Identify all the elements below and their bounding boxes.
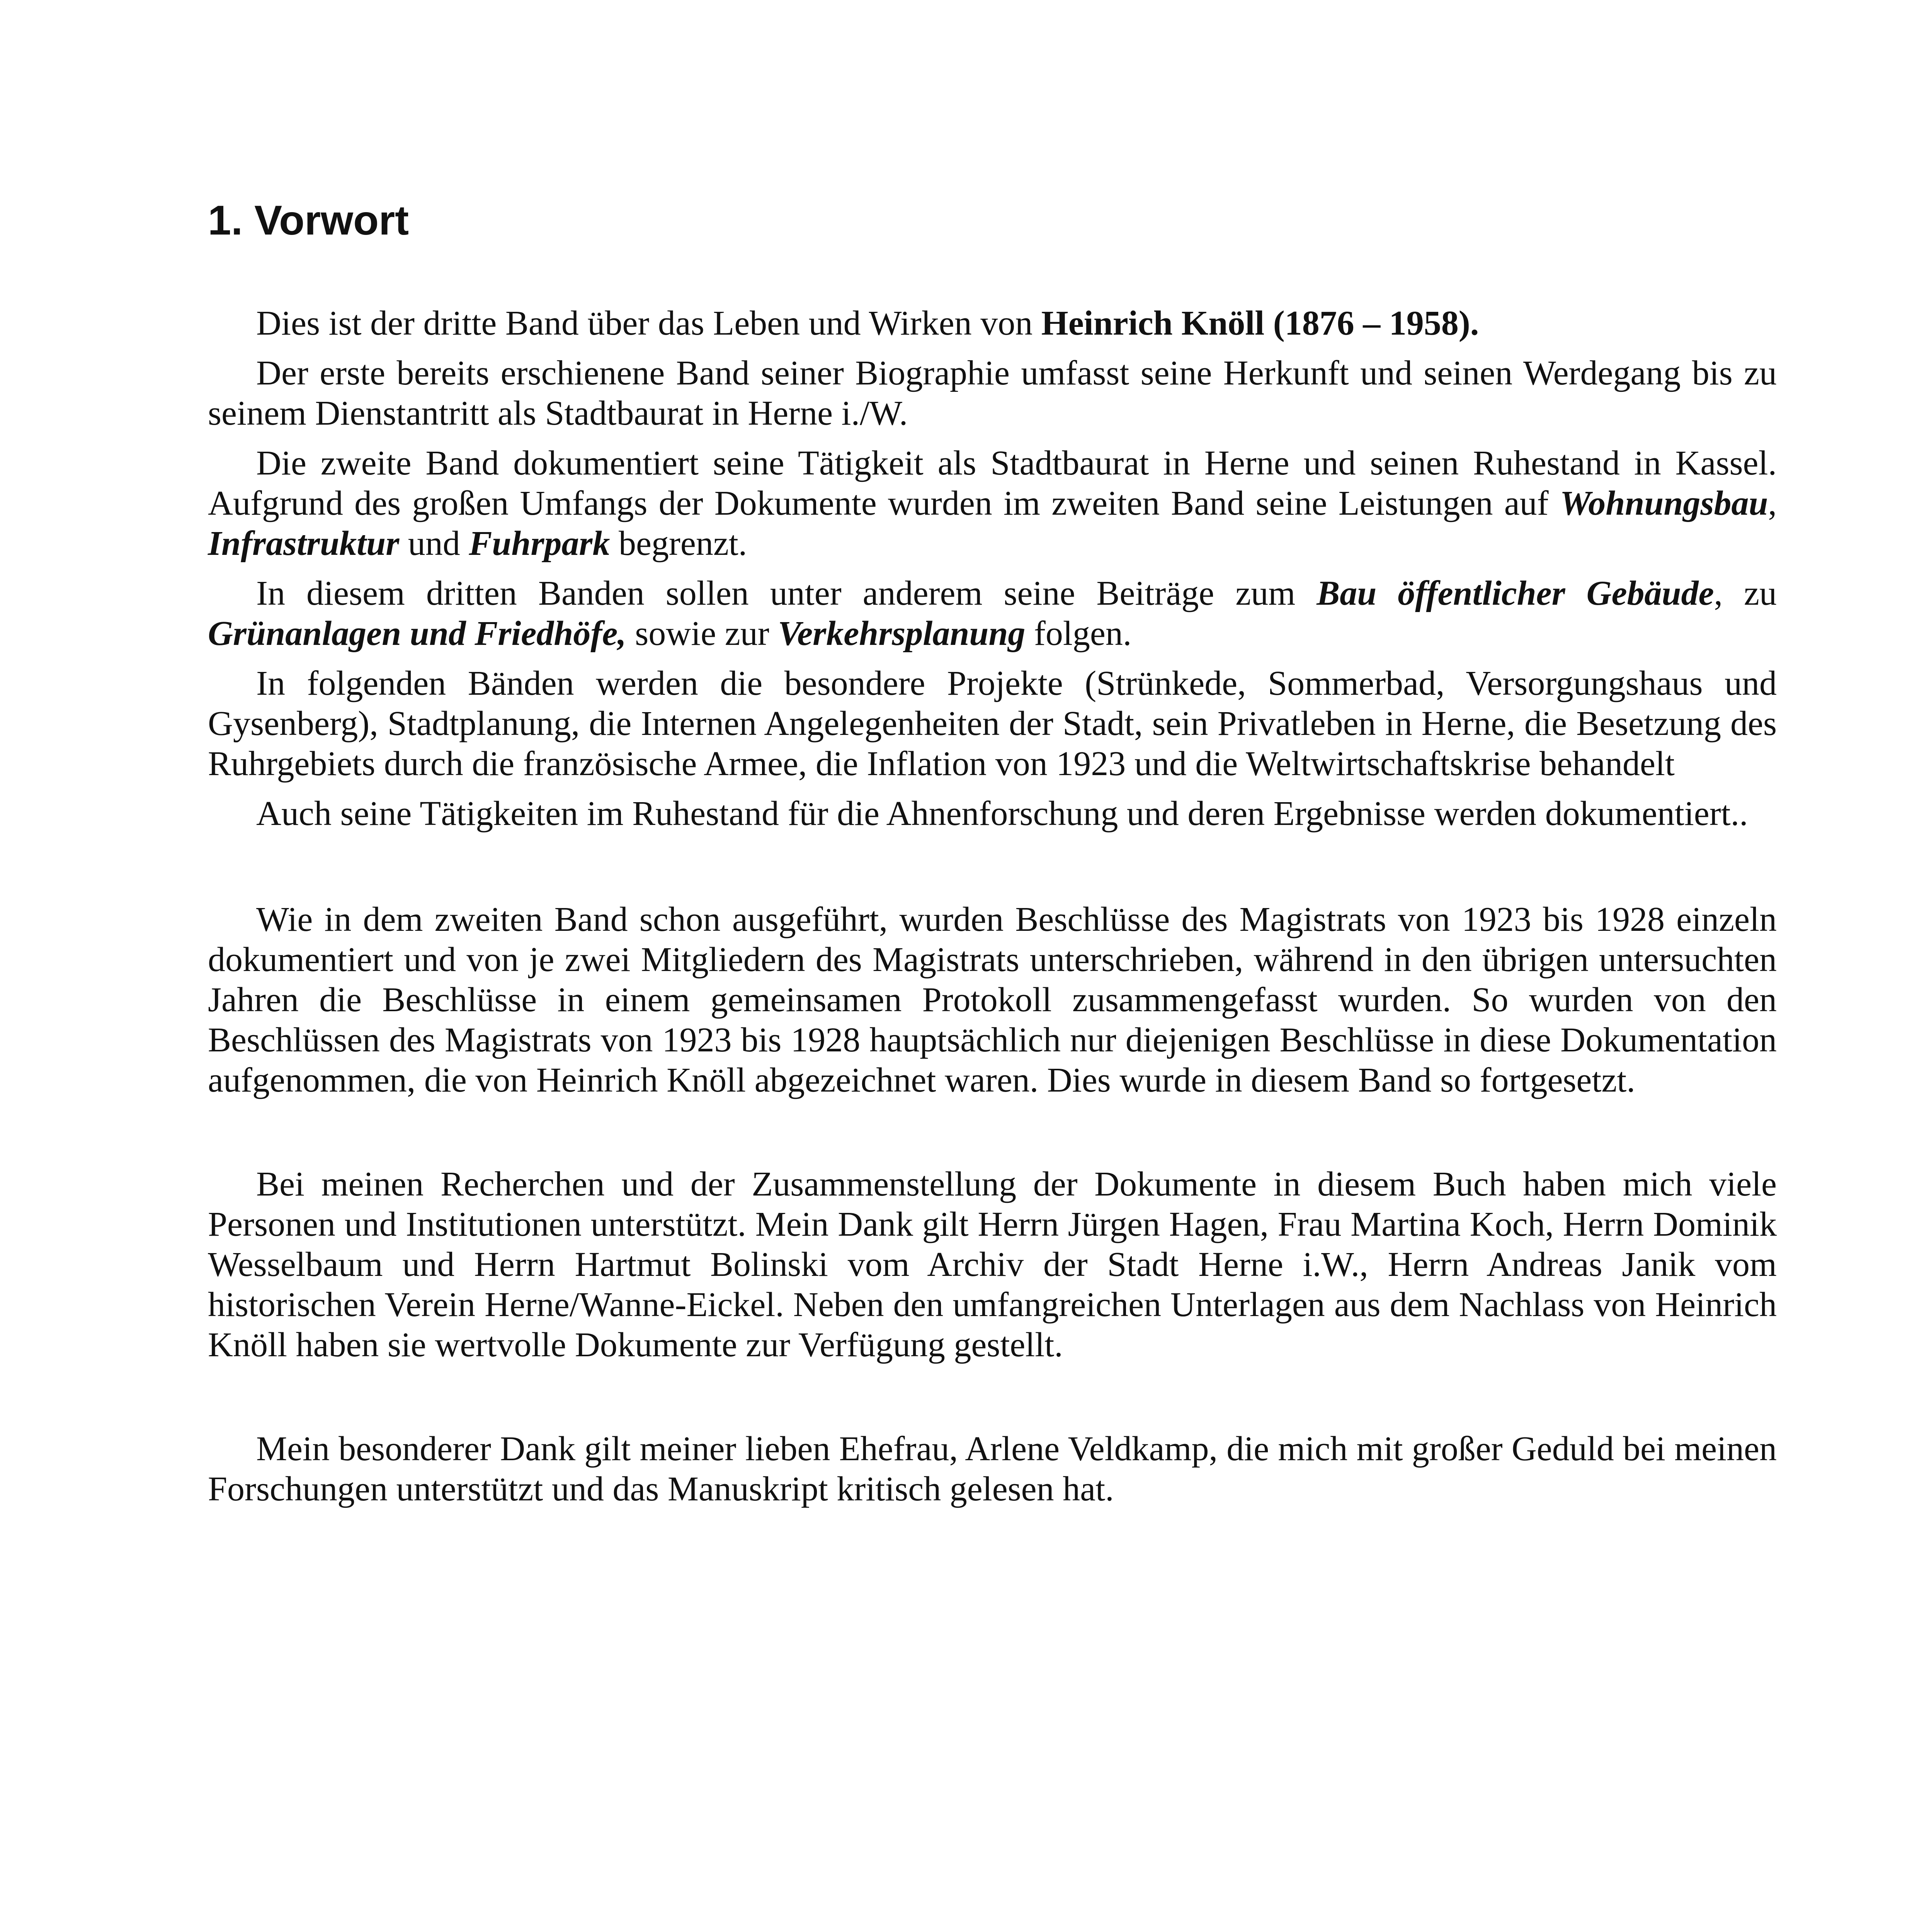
emphasis-traffic-planning: Verkehrsplanung: [778, 614, 1026, 653]
paragraph-first-volume: Der erste bereits erschienene Band seiner Biographie umfasst seine Herkunft und seinen Werdegang bis zu seinem Dienstantritt als Stadtbaurat in Herne i./W.: [208, 354, 1777, 432]
section-heading: 1. Vorwort: [208, 197, 409, 243]
closing-text: begrenzt.: [610, 524, 747, 563]
subject-name-bold: Heinrich Knöll (1876 – 1958).: [1041, 304, 1479, 342]
separator-text: und: [399, 524, 469, 563]
emphasis-public-buildings: Bau öffentlicher Gebäude: [1317, 574, 1714, 612]
separator-text: sowie zur: [626, 614, 778, 653]
separator-text: , zu: [1714, 574, 1777, 612]
paragraph-third-volume: [208, 573, 1777, 654]
emphasis-wohnungsbau: Wohnungsbau: [1560, 484, 1768, 522]
emphasis-fuhrpark: Fuhrpark: [469, 524, 610, 563]
third-volume-text: In diesem dritten Banden sollen unter anderem seine Beiträge zum: [256, 574, 1317, 612]
paragraph-acknowledgements: Bei meinen Recherchen und der Zusammenstellung der Dokumente in diesem Buch haben mich viele Personen und Institutionen unterstützt. Mein Dank gilt Herrn Jürgen Hagen, Frau Martina Koch, Herrn Dominik Wesselbaum und Herrn Hartmut Bolinski vom Archiv der Stadt Herne i.W., Herrn Andreas Janik vom historischen Verein Herne/Wanne-Eickel. Neben den umfangreichen Unterlagen aus dem Nachlass von Heinrich Knöll haben sie wertvolle Dokumente zur Verfügung gestellt.: [208, 1165, 1777, 1364]
emphasis-green-spaces: Grünanlagen und Friedhöfe,: [208, 614, 626, 653]
paragraph-following-volumes: In folgenden Bänden werden die besondere Projekte (Strünkede, Sommerbad, Versorgungshaus und Gysenberg), Stadtplanung, die Internen Angelegenheiten der Stadt, sein Privatleben in Herne, die Besetzung des Ruhrgebiets durch die französische Armee, die Inflation von 1923 und die Weltwirtschaftskrise behandelt: [208, 664, 1777, 783]
paragraph-intro: [208, 303, 1777, 344]
paragraph-retirement: Auch seine Tätigkeiten im Ruhestand für die Ahnenforschung und deren Ergebnisse werden dokumentiert..: [256, 794, 1748, 833]
emphasis-infrastruktur: Infrastruktur: [208, 524, 400, 563]
intro-text: Dies ist der dritte Band über das Leben und Wirken von: [256, 304, 1041, 342]
paragraph-spouse-thanks: Mein besonderer Dank gilt meiner lieben Ehefrau, Arlene Veldkamp, die mich mit großer Geduld bei meinen Forschungen unterstützt und das Manuskript kritisch gelesen hat.: [208, 1430, 1777, 1508]
separator-text: ,: [1768, 484, 1777, 522]
foreword-body: [208, 303, 1777, 1519]
second-volume-text: Die zweite Band dokumentiert seine Tätigkeit als Stadtbaurat in Herne und seinen Ruhestand in Kassel. Aufgrund des großen Umfangs der Dokumente wurden im zweiten Band seine Leistungen auf: [208, 444, 1777, 522]
paragraph-second-volume: [208, 443, 1777, 564]
paragraph-magistrate-decisions: Wie in dem zweiten Band schon ausgeführt, wurden Beschlüsse des Magistrats von 1923 bis 1928 einzeln dokumentiert und von je zwei Mitgliedern des Magistrats unterschrieben, während in den übrigen untersuchten Jahren die Beschlüsse in einem gemeinsamen Protokoll zusammengefasst wurden. So wurden von den Beschlüssen des Magistrats von 1923 bis 1928 hauptsächlich nur diejenigen Beschlüsse in diese Dokumentation aufgenommen, die von Heinrich Knöll abgezeichnet waren. Dies wurde in diesem Band so fortgesetzt.: [208, 900, 1777, 1099]
closing-text: folgen.: [1025, 614, 1132, 653]
